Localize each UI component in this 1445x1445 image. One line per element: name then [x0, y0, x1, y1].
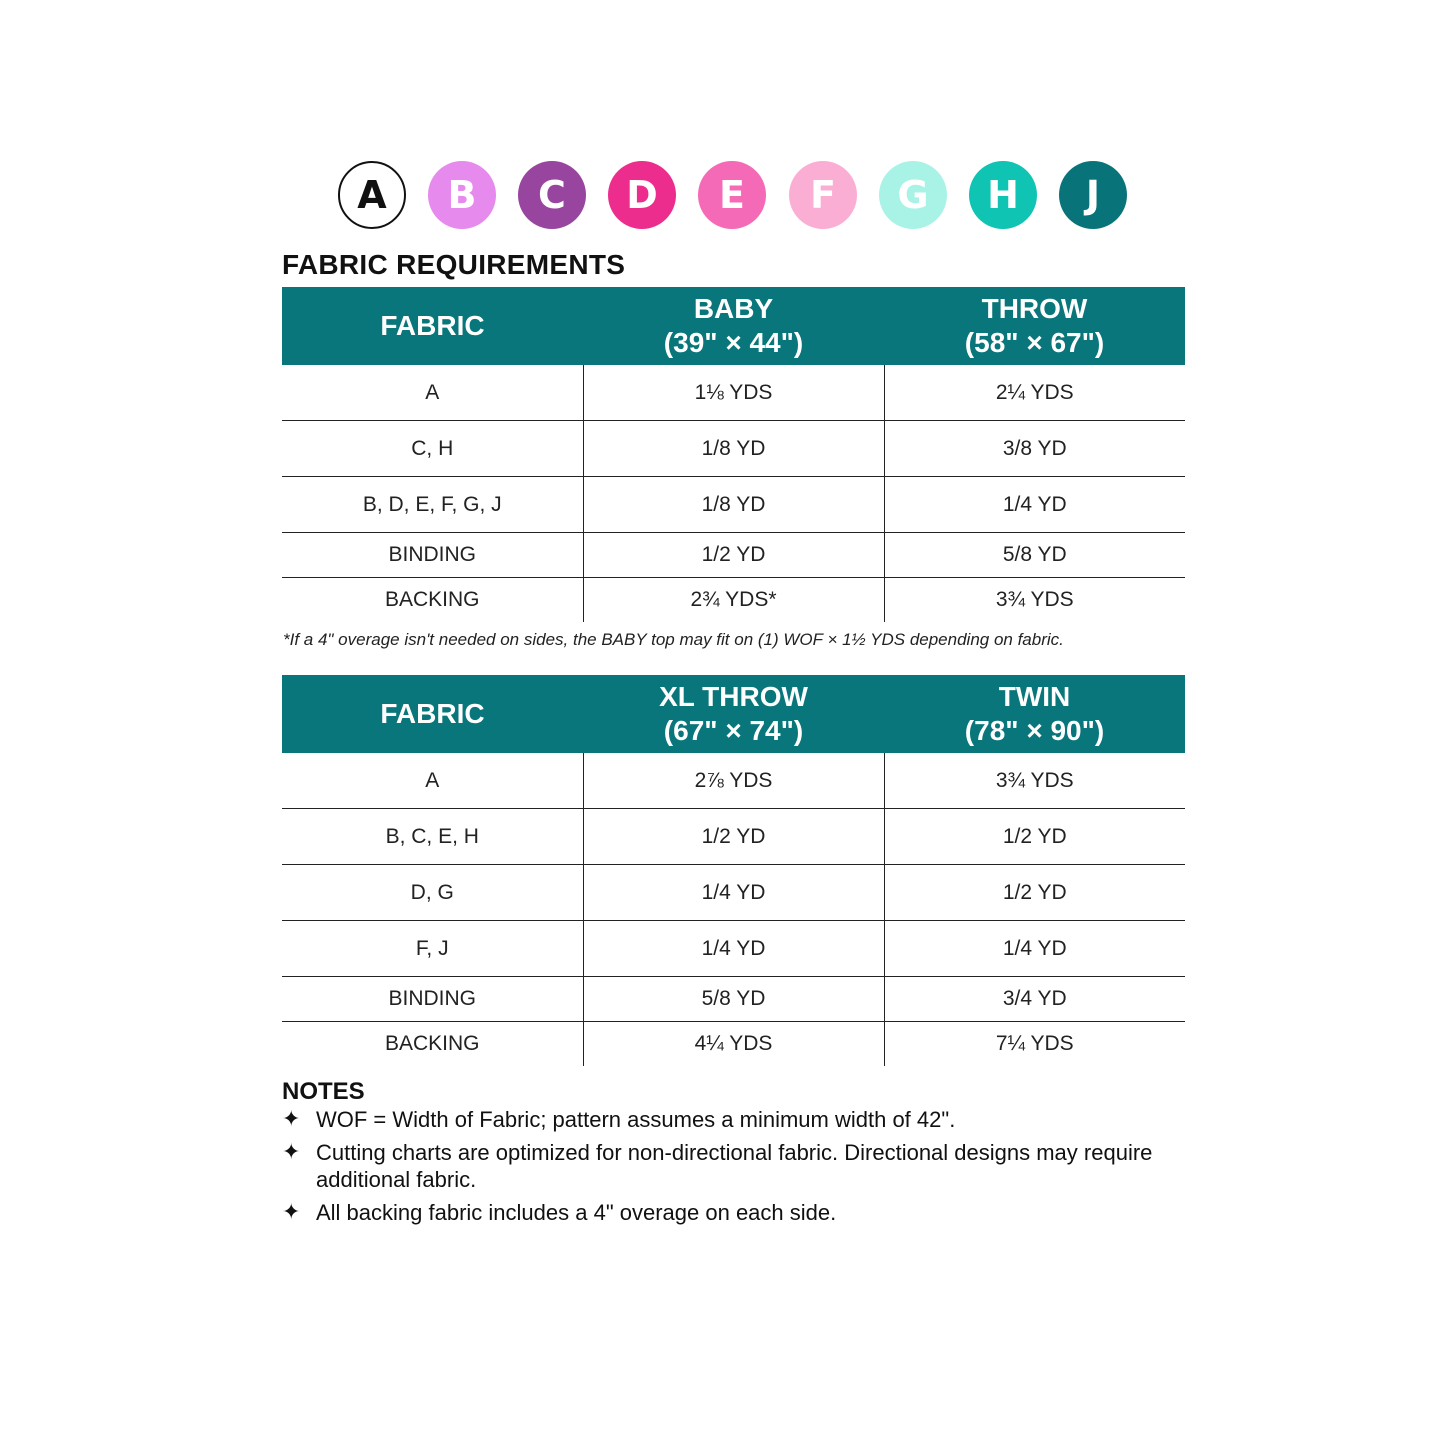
- note-text: All backing fabric includes a 4" overage on each side.: [316, 1200, 837, 1225]
- amount-cell: 5/8 YD: [884, 533, 1185, 578]
- four-point-star-icon: ✦: [282, 1107, 301, 1132]
- amount-cell: 1/2 YD: [583, 809, 884, 865]
- amount-cell: 3/4 YD: [884, 977, 1185, 1022]
- swatch-a: A: [338, 161, 406, 229]
- swatch-j: J: [1059, 161, 1127, 229]
- header-fabric: FABRIC: [282, 287, 583, 365]
- table-header-row: [282, 287, 1185, 365]
- amount-cell: 3¾ YDS: [884, 578, 1185, 623]
- footnote: *If a 4" overage isn't needed on sides, the BABY top may fit on (1) WOF × 1½ YDS depending on fabric.: [283, 630, 1064, 649]
- table-row: [282, 477, 1185, 533]
- notes-list: [282, 1106, 1187, 1232]
- notes-title: NOTES: [282, 1078, 365, 1105]
- header-throw: THROW (58" × 67"): [884, 287, 1185, 365]
- four-point-star-icon: ✦: [282, 1140, 301, 1165]
- table-row: [282, 1022, 1185, 1067]
- table-row: [282, 977, 1185, 1022]
- swatch-g: G: [879, 161, 947, 229]
- note-item: [282, 1139, 1187, 1193]
- note-text: WOF = Width of Fabric; pattern assumes a minimum width of 42".: [316, 1107, 956, 1132]
- header-twin: TWIN (78" × 90"): [884, 675, 1185, 753]
- amount-cell: 7¼ YDS: [884, 1022, 1185, 1067]
- header-baby: BABY (39" × 44"): [583, 287, 884, 365]
- header-fabric: FABRIC: [282, 675, 583, 753]
- fabric-cell: F, J: [282, 921, 583, 977]
- swatch-f: F: [789, 161, 857, 229]
- table-row: [282, 421, 1185, 477]
- fabric-cell: BINDING: [282, 533, 583, 578]
- amount-cell: 1/2 YD: [583, 533, 884, 578]
- table-row: [282, 365, 1185, 421]
- amount-cell: 1/4 YD: [583, 865, 884, 921]
- amount-cell: 5/8 YD: [583, 977, 884, 1022]
- four-point-star-icon: ✦: [282, 1200, 301, 1225]
- table-row: [282, 809, 1185, 865]
- amount-cell: 1/4 YD: [884, 477, 1185, 533]
- amount-cell: 2⅞ YDS: [583, 753, 884, 809]
- amount-cell: 2¾ YDS*: [583, 578, 884, 623]
- table-row: [282, 753, 1185, 809]
- swatch-h: H: [969, 161, 1037, 229]
- fabric-cell: BACKING: [384, 588, 480, 611]
- table-row: [282, 578, 1185, 623]
- fabric-cell: A: [282, 753, 583, 809]
- note-text: Cutting charts are optimized for non-directional fabric. Directional designs may require additional fabric.: [316, 1140, 1153, 1192]
- amount-cell: 1/2 YD: [884, 865, 1185, 921]
- header-xl-throw: XL THROW (67" × 74"): [583, 675, 884, 753]
- fabric-cell: A: [282, 365, 583, 421]
- swatch-e: E: [698, 161, 766, 229]
- note-item: [282, 1106, 1187, 1133]
- amount-cell: 4¼ YDS: [583, 1022, 884, 1067]
- table-row: [282, 533, 1185, 578]
- fabric-cell: BACKING: [384, 1032, 480, 1055]
- swatch-b: B: [428, 161, 496, 229]
- section-title: FABRIC REQUIREMENTS: [282, 249, 626, 280]
- amount-cell: 3¾ YDS: [884, 753, 1185, 809]
- fabric-cell: C, H: [282, 421, 583, 477]
- amount-cell: 1⅛ YDS: [583, 365, 884, 421]
- amount-cell: 1/4 YD: [884, 921, 1185, 977]
- fabric-cell: B, C, E, H: [282, 809, 583, 865]
- table-row: [282, 865, 1185, 921]
- swatch-c: C: [518, 161, 586, 229]
- fabric-table-xlthrow-twin: [282, 675, 1185, 1066]
- amount-cell: 2¼ YDS: [884, 365, 1185, 421]
- amount-cell: 1/2 YD: [884, 809, 1185, 865]
- fabric-table-baby-throw: [282, 287, 1185, 622]
- table-row: [282, 921, 1185, 977]
- amount-cell: 1/8 YD: [583, 421, 884, 477]
- note-item: [282, 1199, 1187, 1226]
- amount-cell: 1/4 YD: [583, 921, 884, 977]
- fabric-cell: B, D, E, F, G, J: [282, 477, 583, 533]
- fabric-cell: BINDING: [282, 977, 583, 1022]
- amount-cell: 1/8 YD: [583, 477, 884, 533]
- table-header-row: [282, 675, 1185, 753]
- swatch-d: D: [608, 161, 676, 229]
- amount-cell: 3/8 YD: [884, 421, 1185, 477]
- fabric-cell: D, G: [282, 865, 583, 921]
